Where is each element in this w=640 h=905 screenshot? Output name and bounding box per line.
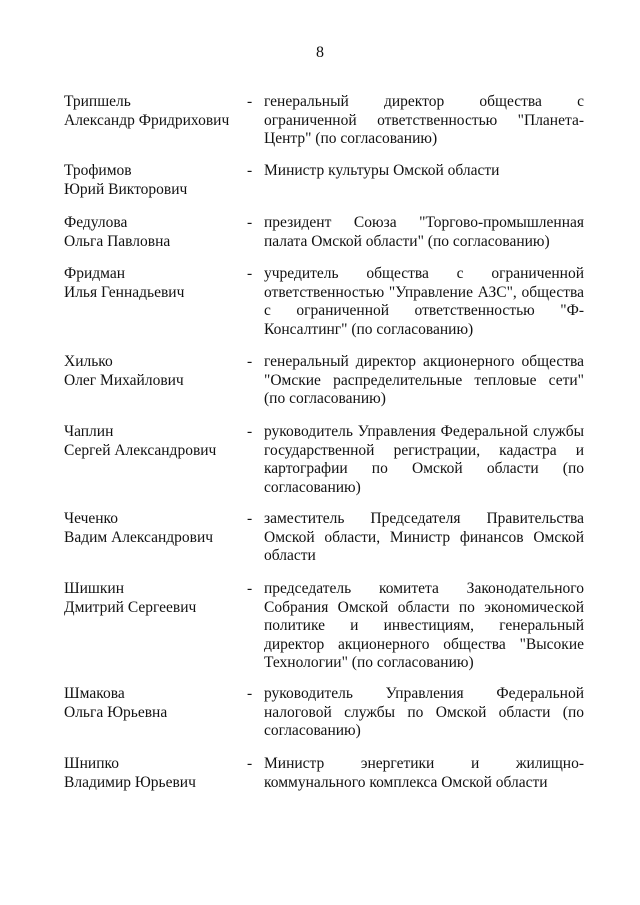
page-number: 8 bbox=[316, 44, 324, 61]
person-name bbox=[64, 510, 234, 547]
last-name: Трипшель bbox=[64, 93, 131, 110]
position-description: учредитель общества с ограниченной ответственностью "Управление АЗС", общества с ограниченной ответственностью "Ф-Консалтинг" (по согласованию) bbox=[264, 265, 584, 338]
last-name: Фридман bbox=[64, 265, 126, 282]
dash-separator: - bbox=[247, 755, 253, 772]
dash-separator: - bbox=[247, 580, 253, 597]
position-description: Министр культуры Омской области bbox=[264, 162, 500, 179]
last-name: Шмакова bbox=[64, 685, 125, 702]
first-names: Владимир Юрьевич bbox=[64, 773, 196, 791]
dash-separator: - bbox=[247, 162, 253, 179]
position-description: председатель комитета Законодательного Собрания Омской области по экономической политике и инвестициям, генеральный директор акционерного общества "Высокие Технологии" (по согласованию) bbox=[264, 580, 584, 671]
last-name: Трофимов bbox=[64, 162, 132, 179]
person-name bbox=[64, 353, 234, 390]
first-names: Олег Михайлович bbox=[64, 371, 184, 389]
position-description: руководитель Управления Федеральной службы государственной регистрации, кадастра и картографии по Омской области (по согласованию) bbox=[264, 423, 584, 496]
first-names: Илья Геннадьевич bbox=[64, 283, 185, 301]
position-description: руководитель Управления Федеральной налоговой службы по Омской области (по согласованию) bbox=[264, 685, 584, 739]
dash-separator: - bbox=[247, 353, 253, 370]
first-names: Вадим Александрович bbox=[64, 528, 214, 546]
person-name bbox=[64, 423, 234, 460]
person-name bbox=[64, 93, 234, 130]
person-name bbox=[64, 685, 234, 722]
dash-separator: - bbox=[247, 685, 253, 702]
person-name bbox=[64, 265, 234, 302]
first-names: Дмитрий Сергеевич bbox=[64, 598, 197, 616]
dash-separator: - bbox=[247, 510, 253, 527]
person-name bbox=[64, 755, 234, 792]
first-names: Юрий Викторович bbox=[64, 180, 188, 198]
last-name: Чеченко bbox=[64, 510, 119, 527]
person-name bbox=[64, 162, 234, 199]
first-names: Ольга Юрьевна bbox=[64, 703, 168, 721]
first-names: Ольга Павловна bbox=[64, 232, 171, 250]
first-names: Сергей Александрович bbox=[64, 441, 217, 459]
dash-separator: - bbox=[247, 423, 253, 440]
position-description: заместитель Председателя Правительства Омской области, Министр финансов Омской области bbox=[264, 510, 584, 564]
last-name: Хилько bbox=[64, 353, 113, 370]
person-name bbox=[64, 580, 234, 617]
last-name: Шнипко bbox=[64, 755, 120, 772]
last-name: Федулова bbox=[64, 214, 128, 231]
last-name: Шишкин bbox=[64, 580, 124, 597]
dash-separator: - bbox=[247, 214, 253, 231]
position-description: генеральный директор акционерного общества "Омские распределительные тепловые сети" (по согласованию) bbox=[264, 353, 584, 407]
dash-separator: - bbox=[247, 265, 253, 282]
person-name bbox=[64, 214, 234, 251]
first-names: Александр Фридрихович bbox=[64, 111, 230, 129]
position-description: президент Союза "Торгово-промышленная палата Омской области" (по согласованию) bbox=[264, 214, 584, 250]
position-description: Министр энергетики и жилищно-коммунального комплекса Омской области bbox=[264, 755, 584, 791]
dash-separator: - bbox=[247, 93, 253, 110]
position-description: генеральный директор общества с ограниченной ответственностью "Планета-Центр" (по согласованию) bbox=[264, 93, 584, 147]
last-name: Чаплин bbox=[64, 423, 114, 440]
